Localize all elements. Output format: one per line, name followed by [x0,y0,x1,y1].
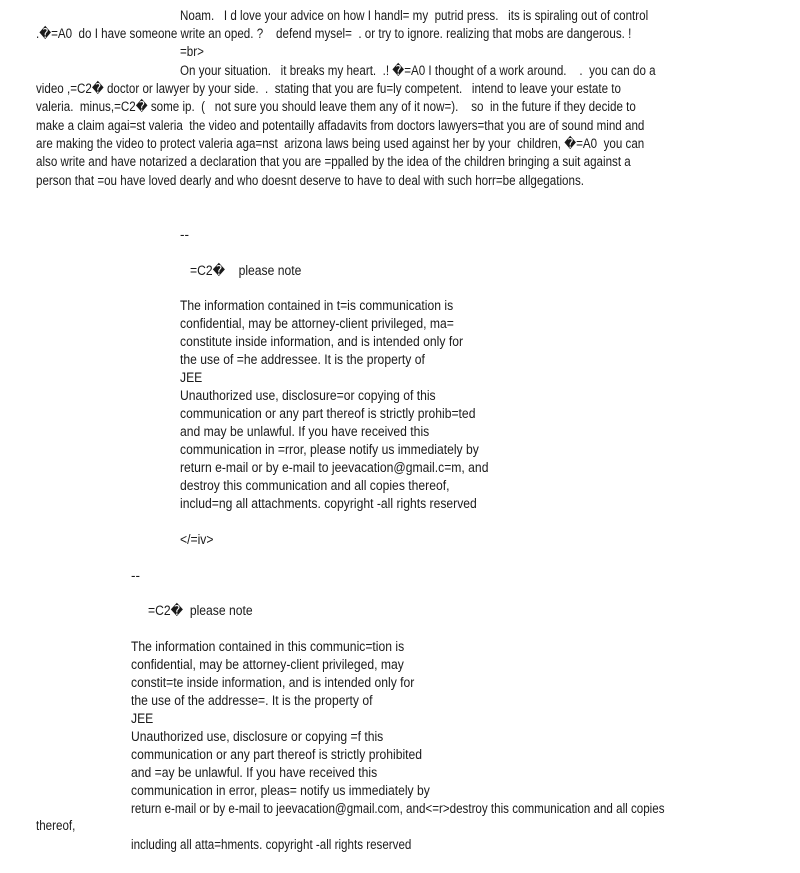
disclaimer-line: The information contained in t=is communication is [180,298,454,313]
disclaimer-line: and =ay be unlawful. If you have received this [131,765,378,780]
disclaimer-line: return e-mail or by e-mail to jeevacation@gmail.c=m, and [180,460,489,475]
message-line: Noam. I d love your advice on how I handl= my putrid press. its is spiraling out of control [180,8,649,23]
disclaimer-line: communication in error, pleas= notify us immediately by [131,783,430,798]
closing-div-tag: </=iv> [180,532,214,547]
disclaimer-line: Unauthorized use, disclosure or copying =f this [131,729,384,744]
disclaimer-line: The information contained in this communic=tion is [131,639,405,654]
disclaimer-line: confidential, may be attorney-client privileged, may [131,657,404,672]
disclaimer-line: JEE [180,370,203,385]
disclaimer-line: includ=ng all attachments. copyright -all rights reserved [180,496,477,511]
disclaimer-line: and may be unlawful. If you have received this [180,424,430,439]
please-note-heading-2: =C2� please note [148,603,253,618]
message-line: are making the video to protect valeria aga=nst arizona laws being used against her by your children, �=A0 you can [36,136,645,151]
disclaimer-line: communication or any part thereof is strictly prohib=ted [180,406,476,421]
disclaimer-line: destroy this communication and all copies thereof, [180,478,450,493]
disclaimer-line: constitute inside information, and is intended only for [180,334,463,349]
disclaimer-line: communication or any part thereof is strictly prohibited [131,747,423,762]
please-note-heading-1: =C2� please note [190,263,302,278]
disclaimer-line: return e-mail or by e-mail to jeevacation@gmail.com, and<=r>destroy this communication and all copies [131,801,665,816]
disclaimer-final-line: including all atta=hments. copyright -all rights reserved [131,837,412,852]
message-line: =br> [180,44,204,59]
disclaimer-line: constit=te inside information, and is intended only for [131,675,415,690]
disclaimer-line: JEE [131,711,154,726]
message-line: make a claim agai=st valeria the video and potentailly affadavits from doctors lawyers=that you are of sound mind and [36,118,645,133]
disclaimer-wrap-line: thereof, [36,818,76,833]
disclaimer-line: the use of the addresse=. It is the property of [131,693,373,708]
message-line: also write and have notarized a declaration that you are =ppalled by the idea of the children bringing a suit against a [36,154,631,169]
signature-separator-2: -- [131,568,140,583]
message-line: person that =ou have loved dearly and who doesnt deserve to have to deal with such horr=be allgegations. [36,173,584,188]
disclaimer-line: the use of =he addressee. It is the property of [180,352,425,367]
message-line: video ,=C2� doctor or lawyer by your side. . stating that you are fu=ly competent. intend to leave your estate to [36,81,621,96]
message-line: On your situation. it breaks my heart. .! �=A0 I thought of a work around. . you can do a [180,63,656,78]
disclaimer-line: Unauthorized use, disclosure=or copying of this [180,388,436,403]
message-line: valeria. minus,=C2� some ip. ( not sure you should leave them any of it now=). so in the future if they decide to [36,99,636,114]
disclaimer-line: communication in =rror, please notify us immediately by [180,442,479,457]
message-line: .�=A0 do I have someone write an oped. ? defend mysel= . or try to ignore. realizing that mobs are dangerous. ! [36,26,632,41]
disclaimer-line: confidential, may be attorney-client privileged, ma= [180,316,454,331]
signature-separator-1: -- [180,227,189,242]
